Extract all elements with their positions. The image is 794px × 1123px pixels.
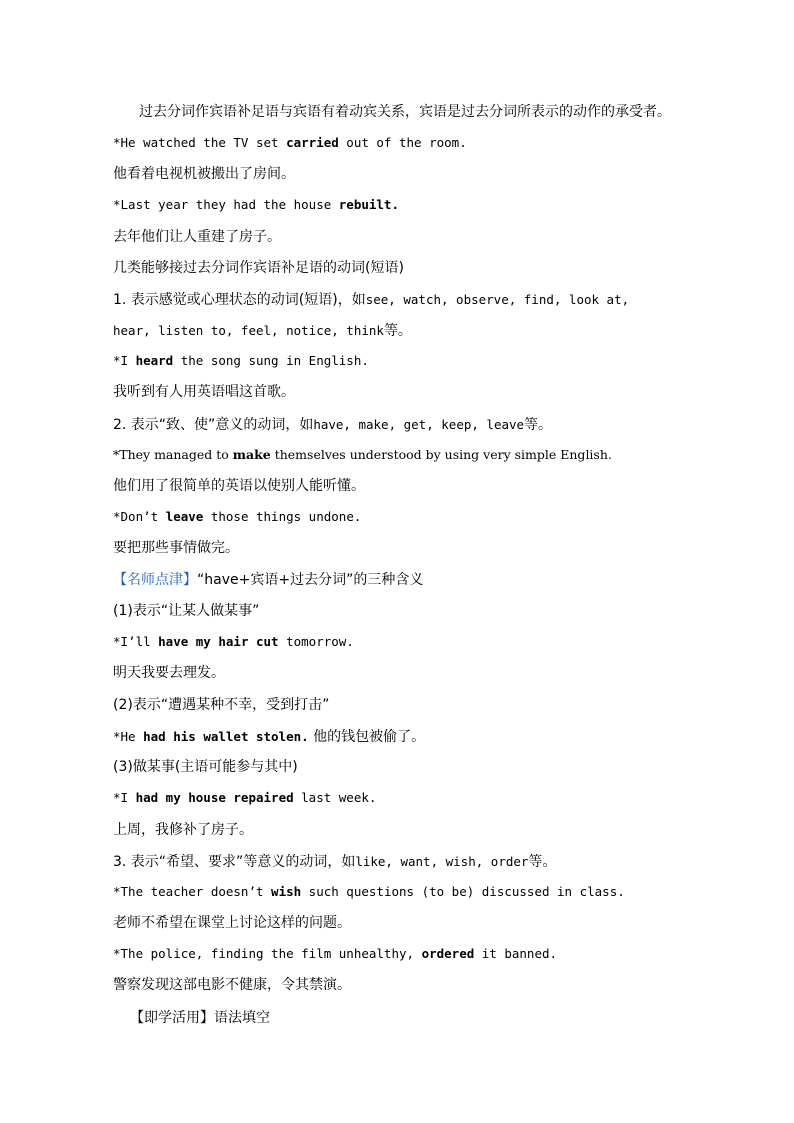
example-sentence: *He watched the TV set carried out of the room. [113,135,467,150]
list-item-2: 2. 表示“致、使”意义的动词，如have, make, get, keep, leave等。 [113,417,553,433]
example-sentence: *He had his wallet stolen. 他的钱包被偷了。 [113,729,426,745]
example-sentence: *The teacher doesn’t wish such questions (to be) discussed in class. [113,884,625,899]
translation: 他看着电视机被搬出了房间。 [113,166,295,182]
example-sentence: *Don’t leave those things undone. [113,509,362,524]
list-item-3: 3. 表示“希望、要求”等意义的动词，如like, want, wish, order等。 [113,854,557,870]
translation: 老师不希望在课堂上讨论这样的问题。 [113,915,351,931]
list-item-1: 1. 表示感觉或心理状态的动词(短语)，如see, watch, observe, find, look at, [113,292,630,308]
exercise-label: 【即学活用】 [130,1010,214,1026]
teacher-tip: 【名师点津】“have+宾语+过去分词”的三种含义 [113,572,424,588]
translation: 我听到有人用英语唱这首歌。 [113,384,295,400]
translation: 上周，我修补了房子。 [113,822,253,838]
translation: 他们用了很简单的英语以使别人能听懂。 [113,478,365,494]
translation: 要把那些事情做完。 [113,540,239,556]
list-item-1-continued: hear, listen to, feel, notice, think等。 [113,323,412,339]
example-sentence: *I heard the song sung in English. [113,353,369,368]
intro-paragraph: 过去分词作宾语补足语与宾语有着动宾关系，宾语是过去分词所表示的动作的承受者。 [139,104,671,120]
example-sentence: *They managed to make themselves understood by using very simple English. [113,447,612,462]
example-sentence: *The police, finding the film unhealthy, ordered it banned. [113,946,558,961]
translation: 警察发现这部电影不健康，令其禁演。 [113,977,351,993]
exercise-heading: 【即学活用】语法填空 [130,1010,270,1026]
translation: 去年他们让人重建了房子。 [113,229,281,245]
section-heading: 几类能够接过去分词作宾语补足语的动词(短语) [113,260,404,276]
example-sentence: *I’ll have my hair cut tomorrow. [113,634,354,649]
tip-label: 【名师点津】 [113,572,197,588]
example-sentence: *Last year they had the house rebuilt. [113,197,399,212]
sub-item: (1)表示“让某人做某事” [113,603,260,619]
sub-item: (2)表示“遭遇某种不幸，受到打击” [113,697,330,713]
example-sentence: *I had my house repaired last week. [113,790,377,805]
sub-item: (3)做某事(主语可能参与其中) [113,759,298,775]
translation: 明天我要去理发。 [113,665,225,681]
